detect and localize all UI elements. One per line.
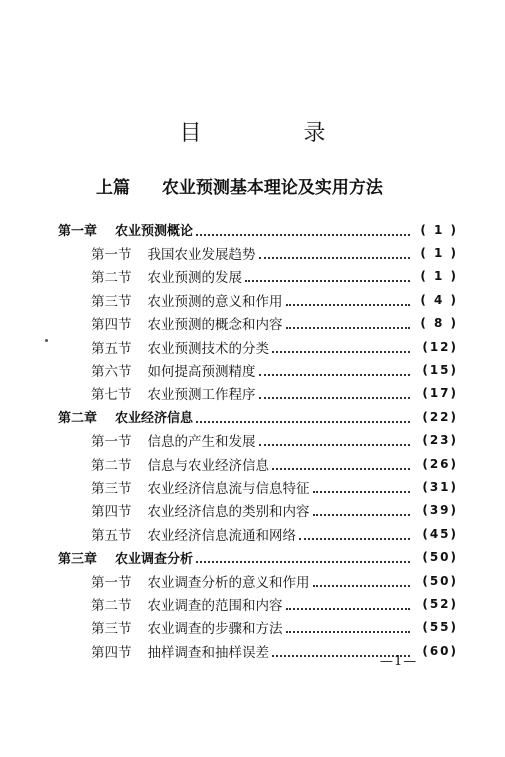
- toc-section-row: [58, 475, 458, 498]
- toc-entry-number: 第三章: [58, 551, 98, 567]
- toc-entry-number: 第一节: [91, 434, 132, 451]
- toc-entry-number: 第三节: [91, 293, 132, 310]
- toc-leader-dots: [299, 524, 410, 540]
- toc-leader-dots: [313, 571, 411, 587]
- toc-page-number: (31): [422, 479, 458, 494]
- toc-entry-title: 抽样调查和抽样误差: [147, 644, 269, 661]
- toc-entry-title: 农业调查的步骤和方法: [147, 621, 283, 638]
- toc-leader-dots: [286, 313, 411, 329]
- toc-leader-dots: [245, 266, 410, 282]
- toc-page-number: (26): [422, 456, 458, 471]
- toc-section-row: [58, 569, 458, 592]
- toc-leader-dots: [313, 477, 411, 493]
- stray-mark: [45, 339, 48, 342]
- toc-page-number: (23): [422, 433, 458, 448]
- toc-page-number: (17): [422, 386, 458, 401]
- toc-page-number: (52): [422, 596, 458, 611]
- toc-page-number: (45): [422, 526, 458, 541]
- page-title: 目 录: [179, 121, 366, 146]
- toc-chapter-row: [58, 218, 458, 241]
- toc-entry-number: 第三节: [91, 621, 132, 638]
- part-label: 上篇: [96, 178, 130, 198]
- toc-leader-dots: [259, 430, 411, 446]
- toc-entry-number: 第五节: [91, 527, 132, 544]
- toc-entry-number: 第四节: [91, 317, 132, 334]
- toc-page-number: (55): [422, 620, 458, 635]
- toc-entry-title: 农业经济信息的类别和内容: [147, 504, 310, 521]
- toc-entry-title: 农业预测工作程序: [147, 387, 256, 404]
- toc-leader-dots: [286, 290, 411, 306]
- toc-entry-number: 第二节: [91, 597, 132, 614]
- toc-section-row: [58, 592, 458, 615]
- toc-entry-number: 第三节: [91, 480, 132, 497]
- toc-section-row: [58, 241, 458, 264]
- toc-entry-number: 第二节: [91, 270, 132, 287]
- page-number: —1—: [380, 654, 418, 669]
- toc-leader-dots: [313, 500, 411, 516]
- toc-entry-title: 信息的产生和发展: [147, 434, 256, 451]
- toc-page-number: ( 8 ): [420, 316, 458, 331]
- toc-entry-title: 农业经济信息流通和网络: [147, 527, 296, 544]
- toc-leader-dots: [196, 220, 410, 236]
- toc-chapter-row: [58, 545, 458, 568]
- toc-section-row: [58, 312, 458, 335]
- toc-entry-title: 农业预测概论: [115, 224, 194, 240]
- toc-entry-title: 农业预测技术的分类: [147, 340, 269, 357]
- toc-page-number: (50): [422, 573, 458, 588]
- toc-entry-number: 第四节: [91, 504, 132, 521]
- toc-section-row: [58, 616, 458, 639]
- toc-entry-title: 农业调查分析的意义和作用: [147, 574, 310, 591]
- toc-page-number: ( 1 ): [420, 222, 458, 237]
- toc-entry-number: 第七节: [91, 387, 132, 404]
- toc-entry-title: 信息与农业经济信息: [147, 457, 269, 474]
- table-of-contents: [58, 218, 458, 662]
- toc-section-row: [58, 358, 458, 381]
- toc-entry-title: 农业调查的范围和内容: [147, 597, 283, 614]
- toc-leader-dots: [259, 243, 411, 259]
- toc-page-number: ( 1 ): [420, 246, 458, 261]
- toc-chapter-row: [58, 405, 458, 428]
- toc-entry-number: 第二节: [91, 457, 132, 474]
- toc-entry-title: 我国农业发展趋势: [147, 247, 256, 264]
- toc-page-number: ( 1 ): [420, 269, 458, 284]
- toc-leader-dots: [259, 383, 411, 399]
- toc-entry-number: 第二章: [58, 411, 98, 427]
- toc-page-number: (22): [422, 409, 458, 424]
- toc-leader-dots: [286, 594, 411, 610]
- toc-leader-dots: [196, 407, 410, 423]
- toc-leader-dots: [259, 360, 411, 376]
- toc-page-number: (39): [422, 503, 458, 518]
- toc-leader-dots: [286, 617, 411, 633]
- toc-section-row: [58, 522, 458, 545]
- toc-entry-title: 农业预测的概念和内容: [147, 317, 283, 334]
- toc-page-number: (12): [422, 339, 458, 354]
- toc-page-number: (60): [422, 643, 458, 658]
- toc-section-row: [58, 382, 458, 405]
- toc-leader-dots: [272, 454, 410, 470]
- toc-entry-number: 第六节: [91, 364, 132, 381]
- part-title: 农业预测基本理论及实用方法: [161, 178, 383, 198]
- toc-entry-number: 第一章: [58, 224, 98, 240]
- toc-entry-title: 农业调查分析: [115, 551, 194, 567]
- toc-entry-title: 如何提高预测精度: [147, 364, 256, 381]
- toc-entry-title: 农业经济信息: [115, 411, 194, 427]
- toc-leader-dots: [272, 337, 410, 353]
- toc-entry-number: 第五节: [91, 340, 132, 357]
- toc-leader-dots: [196, 547, 410, 563]
- toc-entry-number: 第一节: [91, 247, 132, 264]
- toc-section-row: [58, 499, 458, 522]
- toc-page-number: (15): [422, 363, 458, 378]
- toc-section-row: [58, 265, 458, 288]
- toc-section-row: [58, 335, 458, 358]
- part-heading: [96, 173, 476, 198]
- toc-section-row: [58, 429, 458, 452]
- toc-entry-number: 第四节: [91, 644, 132, 661]
- toc-section-row: [58, 288, 458, 311]
- toc-entry-number: 第一节: [91, 574, 132, 591]
- toc-entry-title: 农业经济信息流与信息特征: [147, 480, 310, 497]
- toc-page-number: (50): [422, 550, 458, 565]
- toc-page-number: ( 4 ): [420, 292, 458, 307]
- toc-section-row: [58, 452, 458, 475]
- toc-entry-title: 农业预测的意义和作用: [147, 293, 283, 310]
- toc-entry-title: 农业预测的发展: [147, 270, 242, 287]
